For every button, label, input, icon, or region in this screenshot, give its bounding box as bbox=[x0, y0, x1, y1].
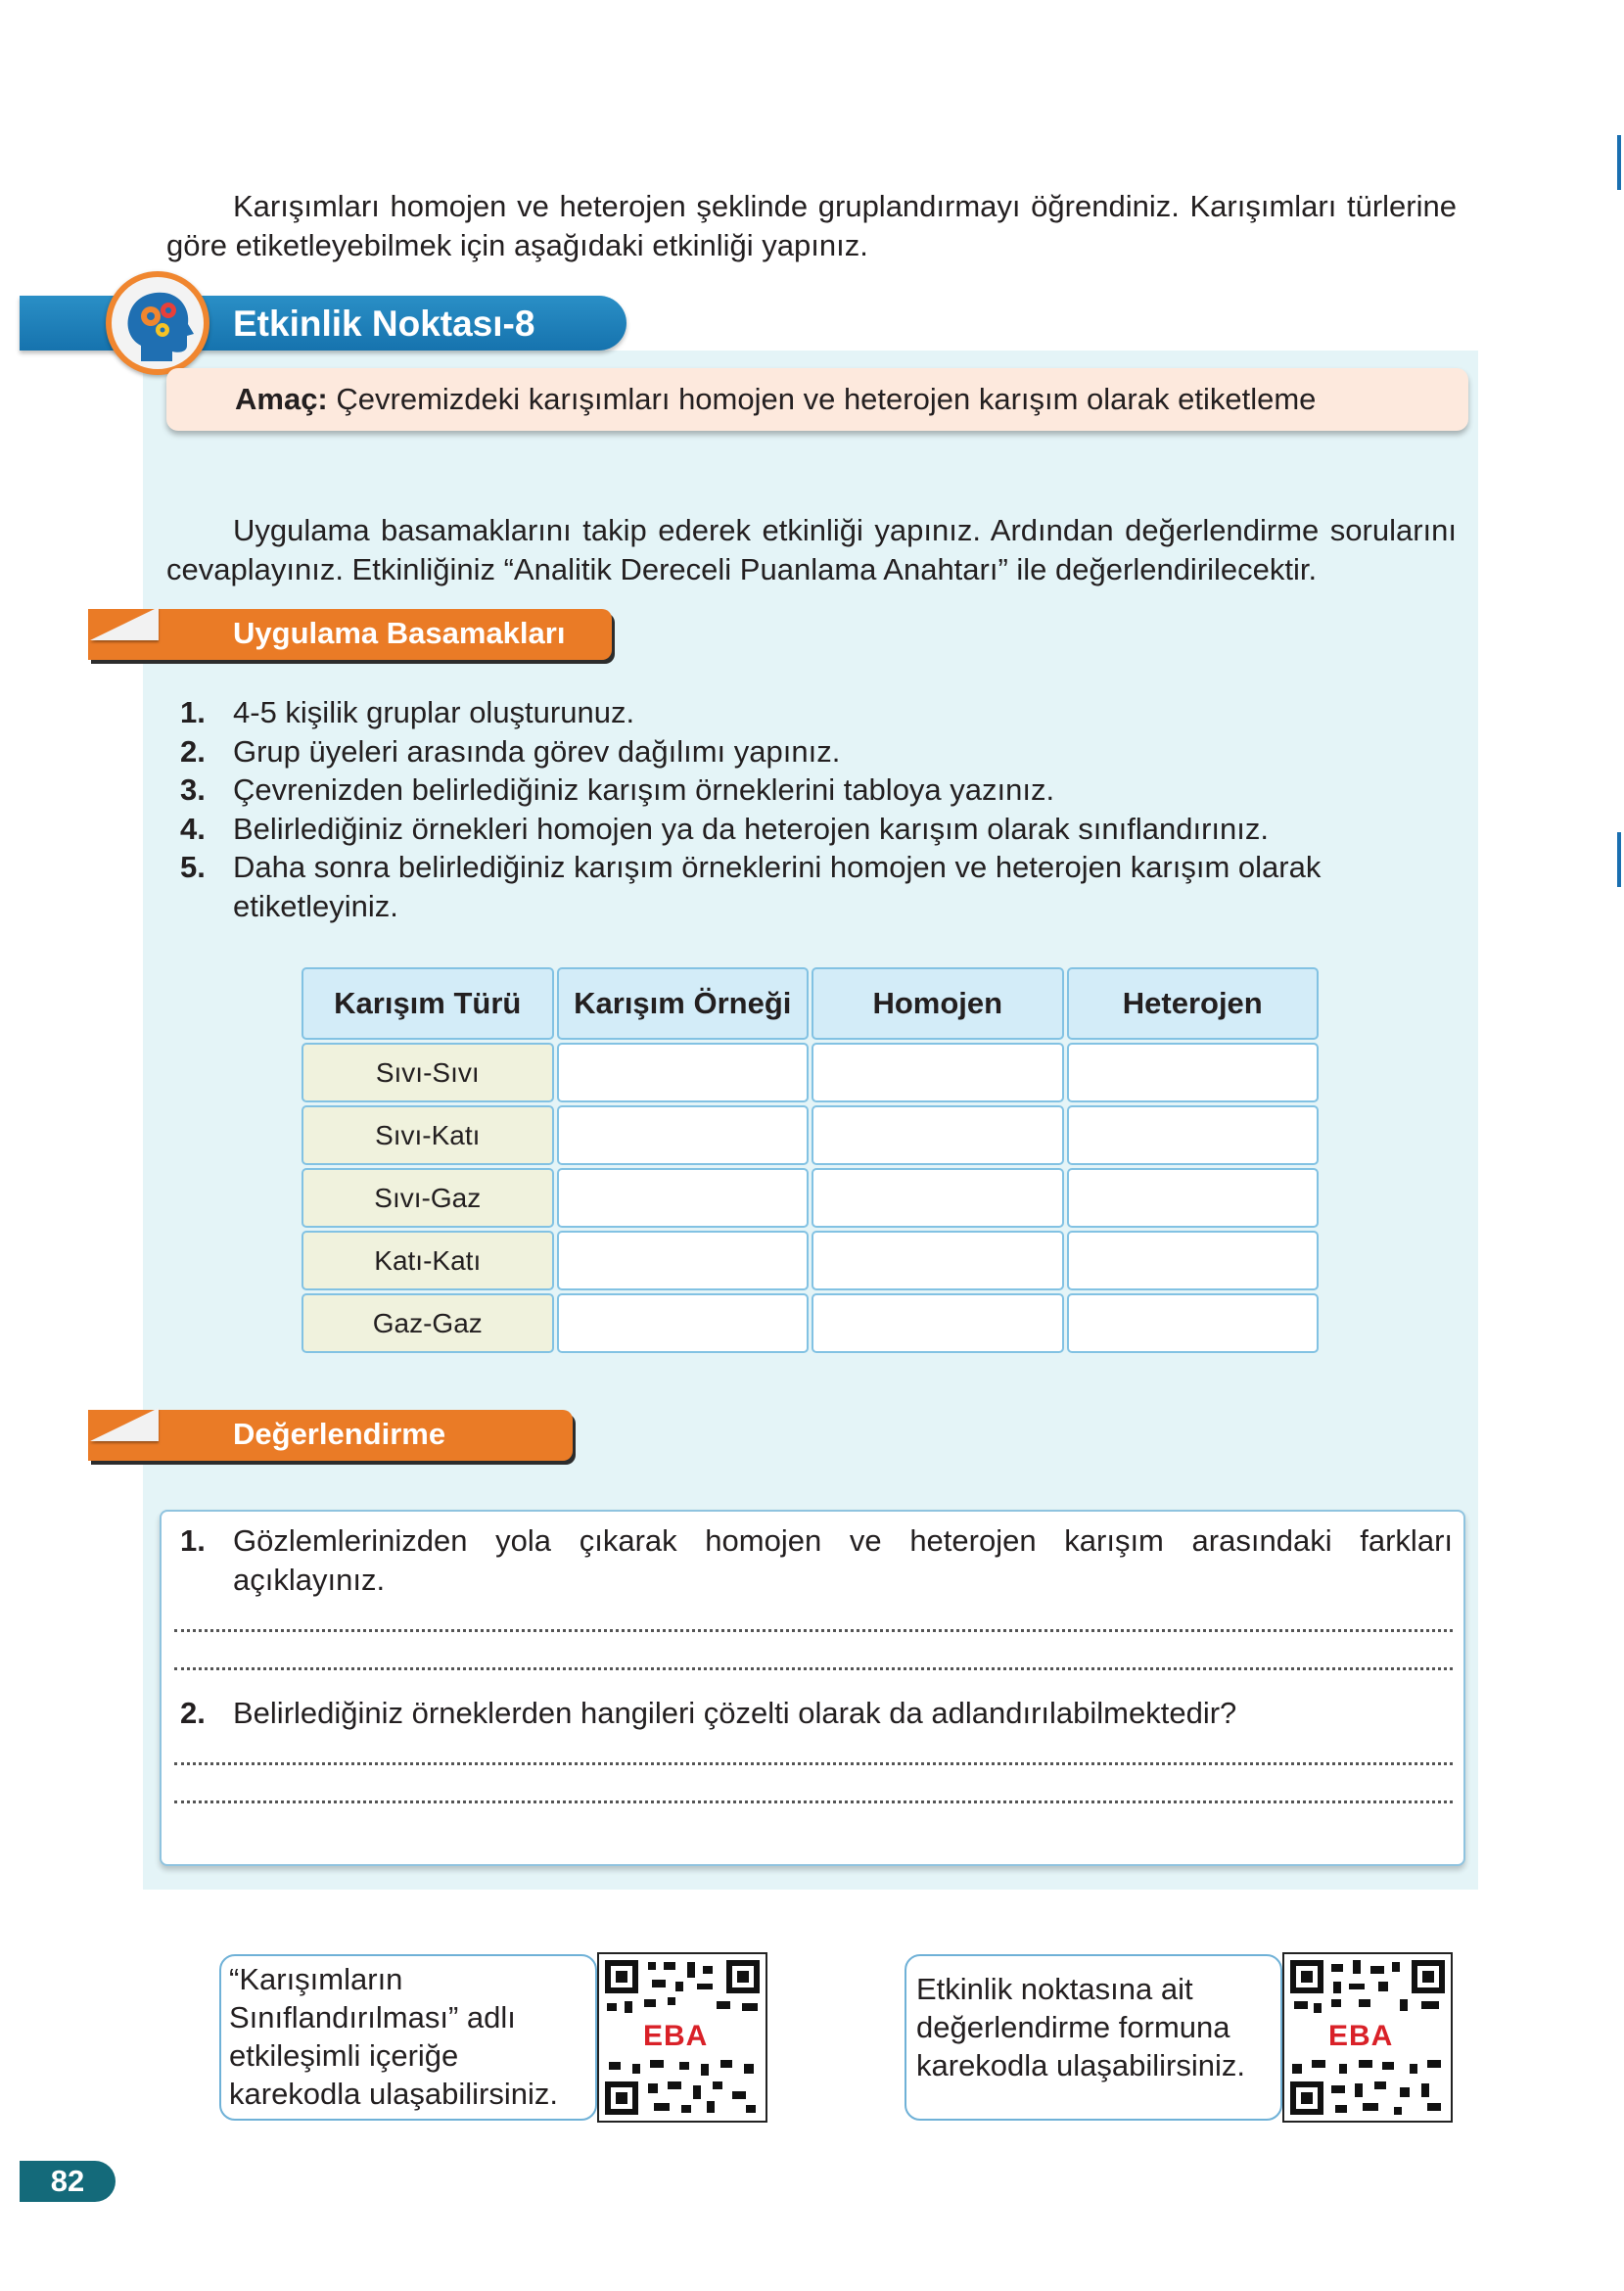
head-gears-icon bbox=[106, 271, 209, 375]
ribbon-tab bbox=[90, 607, 159, 640]
heterogeneous-cell[interactable] bbox=[1067, 1293, 1320, 1353]
edge-marker bbox=[1617, 832, 1621, 887]
homogeneous-cell[interactable] bbox=[812, 1043, 1064, 1102]
example-cell[interactable] bbox=[557, 1293, 810, 1353]
list-item: 4. Belirlediğiniz örnekleri homojen ya da heterojen karışım olarak sınıflandırınız. bbox=[180, 811, 1269, 846]
column-header: Karışım Örneği bbox=[557, 967, 810, 1040]
homogeneous-cell[interactable] bbox=[812, 1293, 1064, 1353]
qr-code-icon[interactable] bbox=[1282, 1952, 1453, 2123]
eba-logo: EBA bbox=[640, 2023, 711, 2050]
homogeneous-cell[interactable] bbox=[812, 1231, 1064, 1290]
qr-note-evaluation-form: Etkinlik noktasına ait değerlendirme formuna karekodla ulaşabilirsiniz. bbox=[905, 1954, 1282, 2121]
answer-line[interactable] bbox=[174, 1800, 1453, 1803]
aim-text bbox=[235, 378, 1316, 421]
example-cell[interactable] bbox=[557, 1231, 810, 1290]
steps-section-title: Uygulama Basamakları bbox=[233, 616, 566, 650]
example-cell[interactable] bbox=[557, 1168, 810, 1228]
homogeneous-cell[interactable] bbox=[812, 1105, 1064, 1165]
column-header: Heterojen bbox=[1067, 967, 1320, 1040]
aim-label: Amaç: bbox=[235, 382, 328, 416]
table-row bbox=[302, 1293, 1319, 1353]
heterogeneous-cell[interactable] bbox=[1067, 1105, 1320, 1165]
mixture-type-cell: Katı-Katı bbox=[302, 1231, 554, 1290]
qr-code-icon[interactable] bbox=[597, 1952, 767, 2123]
list-item: 3. Çevrenizden belirlediğiniz karışım örneklerini tabloya yazınız. bbox=[180, 772, 1055, 808]
question-1: 1. Gözlemlerinizden yola çıkarak homojen ve heterojen karışım arasındaki farkları açıklayınız. bbox=[180, 1523, 1453, 1597]
column-header: Homojen bbox=[812, 967, 1064, 1040]
list-item: 2. Grup üyeleri arasında görev dağılımı yapınız. bbox=[180, 733, 841, 769]
list-item: 5. Daha sonra belirlediğiniz karışım örneklerini homojen ve heterojen karışım olarak etiketleyiniz. bbox=[180, 850, 1322, 923]
mixture-table bbox=[299, 964, 1322, 1356]
column-header: Karışım Türü bbox=[302, 967, 554, 1040]
heterogeneous-cell[interactable] bbox=[1067, 1231, 1320, 1290]
edge-marker bbox=[1617, 135, 1621, 190]
ribbon-tab bbox=[90, 1408, 159, 1441]
table-row bbox=[302, 1043, 1319, 1102]
answer-line[interactable] bbox=[174, 1667, 1453, 1670]
heterogeneous-cell[interactable] bbox=[1067, 1168, 1320, 1228]
aim-description: Çevremizdeki karışımları homojen ve heterojen karışım olarak etiketleme bbox=[336, 382, 1317, 416]
activity-title: Etkinlik Noktası-8 bbox=[233, 304, 535, 344]
question-2: 2. Belirlediğiniz örneklerden hangileri çözelti olarak da adlandırılabilmektedir? bbox=[180, 1696, 1237, 1730]
table-row bbox=[302, 1105, 1319, 1165]
heterogeneous-cell[interactable] bbox=[1067, 1043, 1320, 1102]
example-cell[interactable] bbox=[557, 1105, 810, 1165]
mixture-type-cell: Gaz-Gaz bbox=[302, 1293, 554, 1353]
page-number: 82 bbox=[20, 2161, 116, 2202]
mixture-type-cell: Sıvı-Katı bbox=[302, 1105, 554, 1165]
table-header-row bbox=[302, 967, 1319, 1040]
answer-line[interactable] bbox=[174, 1762, 1453, 1765]
example-cell[interactable] bbox=[557, 1043, 810, 1102]
eba-logo: EBA bbox=[1325, 2023, 1396, 2050]
qr-note-interactive-content: “Karışımların Sınıflandırılması” adlı etkileşimli içeriğe karekodla ulaşabilirsiniz. bbox=[219, 1954, 597, 2121]
intro-paragraph: Karışımları homojen ve heterojen şeklinde gruplandırmayı öğrendiniz. Karışımları türlerine göre etiketleyebilmek için aşağıdaki etkinliği yapınız. bbox=[166, 189, 1457, 262]
answer-line[interactable] bbox=[174, 1629, 1453, 1632]
evaluation-section-title: Değerlendirme bbox=[233, 1417, 446, 1451]
steps-list bbox=[180, 693, 1453, 926]
instructions-paragraph: Uygulama basamaklarını takip ederek etkinliği yapınız. Ardından değerlendirme sorularını cevaplayınız. Etkinliğiniz “Analitik Dereceli Puanlama Anahtarı” ile değerlendirilecektir. bbox=[166, 513, 1457, 586]
mixture-type-cell: Sıvı-Sıvı bbox=[302, 1043, 554, 1102]
table-row bbox=[302, 1231, 1319, 1290]
list-item: 1. 4-5 kişilik gruplar oluşturunuz. bbox=[180, 695, 635, 729]
table-row bbox=[302, 1168, 1319, 1228]
homogeneous-cell[interactable] bbox=[812, 1168, 1064, 1228]
mixture-type-cell: Sıvı-Gaz bbox=[302, 1168, 554, 1228]
